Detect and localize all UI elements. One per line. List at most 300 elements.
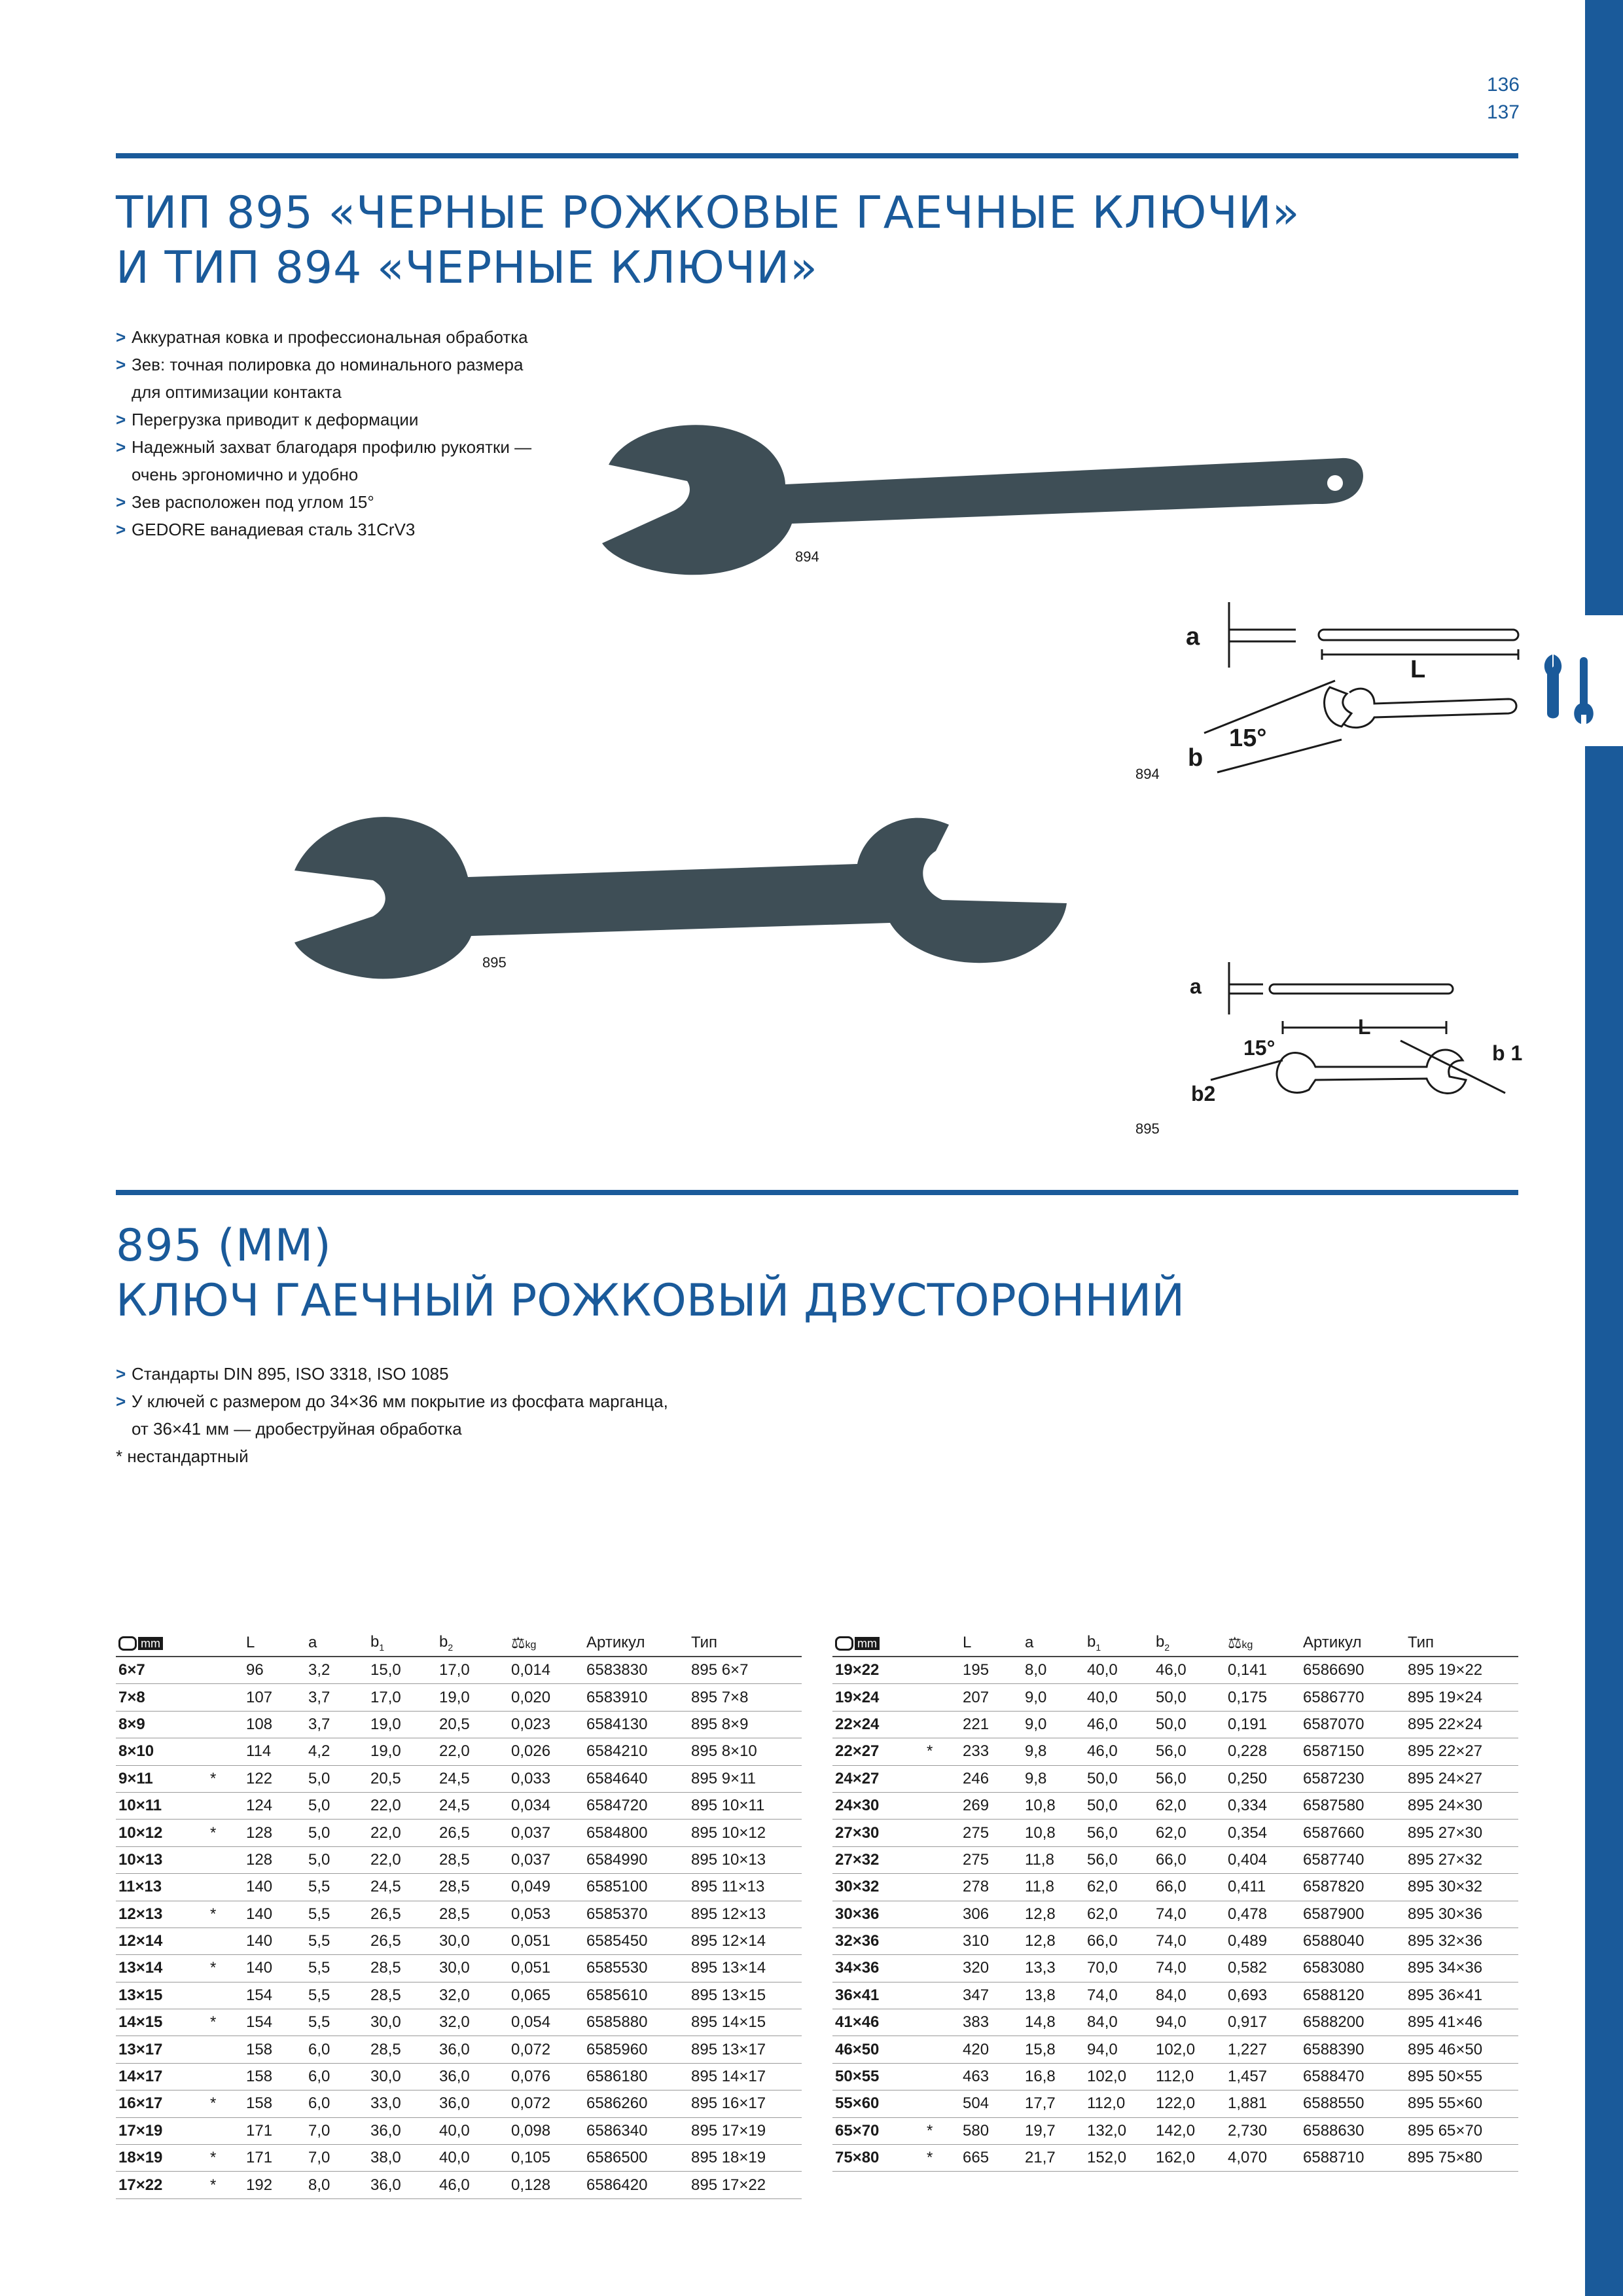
thickness-cell: 7,0 <box>306 2117 368 2144</box>
type-cell: 895 6×7 <box>688 1657 802 1684</box>
type-cell: 895 24×27 <box>1405 1765 1518 1792</box>
size-cell: 13×14 <box>116 1955 207 1982</box>
size-cell: 13×17 <box>116 2036 207 2063</box>
length-column-header: L <box>960 1630 1022 1657</box>
page-number-right: 137 <box>1486 101 1520 123</box>
table-row <box>832 1928 1518 1954</box>
article-cell: 6587070 <box>1300 1711 1405 1738</box>
length-cell: 221 <box>960 1711 1022 1738</box>
b1-cell: 112,0 <box>1084 2090 1153 2117</box>
marker-cell <box>207 1846 243 1873</box>
article-cell: 6587900 <box>1300 1901 1405 1928</box>
size-cell: 10×13 <box>116 1846 207 1873</box>
thickness-cell: 4,2 <box>306 1738 368 1765</box>
length-cell: 310 <box>960 1928 1022 1954</box>
thickness-cell: 5,0 <box>306 1846 368 1873</box>
b1-cell: 46,0 <box>1084 1711 1153 1738</box>
weight-cell: 4,070 <box>1225 2145 1300 2172</box>
length-cell: 463 <box>960 2063 1022 2090</box>
type-column-header: Тип <box>1405 1630 1518 1657</box>
drawing-895-label-b1: b 1 <box>1492 1041 1523 1065</box>
size-cell: 22×27 <box>832 1738 924 1765</box>
size-cell: 41×46 <box>832 2009 924 2036</box>
weight-cell: 0,228 <box>1225 1738 1300 1765</box>
b2-cell: 62,0 <box>1153 1792 1225 1819</box>
thickness-cell: 5,5 <box>306 1982 368 2009</box>
b2-cell: 32,0 <box>437 2009 508 2036</box>
b1-cell: 36,0 <box>368 2117 437 2144</box>
middle-rule <box>116 1190 1518 1195</box>
weight-cell: 0,917 <box>1225 2009 1300 2036</box>
drawing-895-angle: 15° <box>1243 1036 1275 1060</box>
section1-title-line1: ТИП 895 «ЧЕРНЫЕ РОЖКОВЫЕ ГАЕЧНЫЕ КЛЮЧИ» <box>116 187 1300 239</box>
thickness-cell: 9,0 <box>1022 1711 1084 1738</box>
b1-cell: 28,5 <box>368 1955 437 1982</box>
b2-cell: 46,0 <box>1153 1657 1225 1684</box>
marker-cell <box>924 2063 960 2090</box>
marker-cell <box>924 1982 960 2009</box>
b1-cell: 62,0 <box>1084 1901 1153 1928</box>
thickness-cell: 5,5 <box>306 1955 368 1982</box>
table-row <box>116 1765 802 1792</box>
wrench-icon <box>1539 641 1605 726</box>
length-cell: 504 <box>960 2090 1022 2117</box>
size-cell: 7×8 <box>116 1684 207 1711</box>
table-row <box>832 1738 1518 1765</box>
b2-cell: 74,0 <box>1153 1901 1225 1928</box>
marker-column-header <box>924 1630 960 1657</box>
type-cell: 895 12×14 <box>688 1928 802 1954</box>
marker-cell <box>207 1657 243 1684</box>
b1-cell: 26,5 <box>368 1928 437 1954</box>
b2-cell: 36,0 <box>437 2063 508 2090</box>
weight-cell: 0,037 <box>508 1820 584 1846</box>
table-row <box>116 2036 802 2063</box>
size-cell: 24×27 <box>832 1765 924 1792</box>
weight-cell: 0,105 <box>508 2145 584 2172</box>
weight-cell: 0,175 <box>1225 1684 1300 1711</box>
article-cell: 6586340 <box>584 2117 688 2144</box>
weight-cell: 0,334 <box>1225 1792 1300 1819</box>
size-cell: 8×9 <box>116 1711 207 1738</box>
wrench-895-photo <box>281 805 1073 982</box>
type-column-header: Тип <box>688 1630 802 1657</box>
weight-cell: 1,227 <box>1225 2036 1300 2063</box>
type-cell: 895 13×14 <box>688 1955 802 1982</box>
b2-cell: 74,0 <box>1153 1928 1225 1954</box>
marker-cell <box>924 1901 960 1928</box>
weight-cell: 0,098 <box>508 2117 584 2144</box>
drawing-895-caption: 895 <box>1135 1121 1160 1137</box>
type-cell: 895 30×32 <box>1405 1874 1518 1901</box>
size-cell: 18×19 <box>116 2145 207 2172</box>
size-column-header: mm <box>832 1630 924 1657</box>
article-cell: 6588200 <box>1300 2009 1405 2036</box>
weight-cell: 0,072 <box>508 2090 584 2117</box>
weight-cell: 1,881 <box>1225 2090 1300 2117</box>
article-cell: 6585450 <box>584 1928 688 1954</box>
feature-item: > Перегрузка приводит к деформации <box>116 410 419 429</box>
table-row <box>116 1738 802 1765</box>
feature-item: > Зев расположен под углом 15° <box>116 492 374 512</box>
b2-cell: 26,5 <box>437 1820 508 1846</box>
b1-cell: 26,5 <box>368 1901 437 1928</box>
weight-cell: 0,051 <box>508 1955 584 1982</box>
marker-cell: * <box>207 1820 243 1846</box>
type-cell: 895 13×17 <box>688 2036 802 2063</box>
length-cell: 108 <box>243 1711 306 1738</box>
section1-feature-list <box>116 323 531 543</box>
drawing-894-label-a: a <box>1186 623 1200 651</box>
length-cell: 275 <box>960 1846 1022 1873</box>
thickness-cell: 5,0 <box>306 1765 368 1792</box>
size-cell: 34×36 <box>832 1955 924 1982</box>
table-row <box>116 2145 802 2172</box>
article-cell: 6587820 <box>1300 1874 1405 1901</box>
type-cell: 895 55×60 <box>1405 2090 1518 2117</box>
b1-cell: 20,5 <box>368 1765 437 1792</box>
thickness-cell: 16,8 <box>1022 2063 1084 2090</box>
thickness-cell: 11,8 <box>1022 1874 1084 1901</box>
scale-icon: ⚖ <box>1228 1634 1242 1652</box>
weight-cell: 0,191 <box>1225 1711 1300 1738</box>
section2-title-line2: КЛЮЧ ГАЕЧНЫЙ РОЖКОВЫЙ ДВУСТОРОННИЙ <box>116 1275 1185 1327</box>
length-cell: 665 <box>960 2145 1022 2172</box>
b2-cell: 24,5 <box>437 1792 508 1819</box>
length-cell: 140 <box>243 1874 306 1901</box>
length-cell: 114 <box>243 1738 306 1765</box>
weight-cell: 1,457 <box>1225 2063 1300 2090</box>
b2-cell: 66,0 <box>1153 1846 1225 1873</box>
length-cell: 246 <box>960 1765 1022 1792</box>
feature-item-continued: от 36×41 мм — дробеструйная обработка <box>132 1419 462 1439</box>
size-cell: 30×32 <box>832 1874 924 1901</box>
marker-cell <box>924 2090 960 2117</box>
marker-cell <box>924 1765 960 1792</box>
type-cell: 895 27×32 <box>1405 1846 1518 1873</box>
spec-table-left <box>116 1630 802 2199</box>
table-row <box>116 1657 802 1684</box>
weight-cell: 0,076 <box>508 2063 584 2090</box>
article-cell: 6587660 <box>1300 1820 1405 1846</box>
drawing-894-angle: 15° <box>1229 725 1267 752</box>
marker-cell <box>207 2036 243 2063</box>
b2-cell: 22,0 <box>437 1738 508 1765</box>
weight-cell: 0,354 <box>1225 1820 1300 1846</box>
length-cell: 420 <box>960 2036 1022 2063</box>
table-row <box>116 2117 802 2144</box>
b1-column-header: $b_1$ <box>1084 1630 1153 1657</box>
thickness-cell: 5,5 <box>306 1874 368 1901</box>
marker-cell <box>207 1792 243 1819</box>
thickness-cell: 7,0 <box>306 2145 368 2172</box>
table-row <box>832 2145 1518 2172</box>
marker-cell <box>207 1738 243 1765</box>
length-cell: 192 <box>243 2172 306 2198</box>
type-cell: 895 10×12 <box>688 1820 802 1846</box>
marker-cell: * <box>207 2145 243 2172</box>
b1-cell: 50,0 <box>1084 1792 1153 1819</box>
thickness-cell: 11,8 <box>1022 1846 1084 1873</box>
marker-cell <box>924 1684 960 1711</box>
marker-cell <box>207 2063 243 2090</box>
weight-cell: 0,051 <box>508 1928 584 1954</box>
scale-icon: ⚖ <box>511 1634 526 1652</box>
weight-cell: 0,489 <box>1225 1928 1300 1954</box>
article-cell: 6585960 <box>584 2036 688 2063</box>
weight-cell: 0,065 <box>508 1982 584 2009</box>
drawing-894-caption: 894 <box>1135 766 1160 782</box>
type-cell: 895 41×46 <box>1405 2009 1518 2036</box>
b1-cell: 22,0 <box>368 1792 437 1819</box>
thickness-cell: 9,8 <box>1022 1738 1084 1765</box>
size-cell: 9×11 <box>116 1765 207 1792</box>
weight-cell: 0,072 <box>508 2036 584 2063</box>
b1-column-header: $b_1$ <box>368 1630 437 1657</box>
type-cell: 895 10×13 <box>688 1846 802 1873</box>
size-cell: 24×30 <box>832 1792 924 1819</box>
table-row <box>116 1684 802 1711</box>
weight-cell: 0,141 <box>1225 1657 1300 1684</box>
feature-item: > Аккуратная ковка и профессиональная обработка <box>116 327 528 347</box>
table-row <box>832 1955 1518 1982</box>
type-cell: 895 14×15 <box>688 2009 802 2036</box>
length-cell: 580 <box>960 2117 1022 2144</box>
b2-cell: 17,0 <box>437 1657 508 1684</box>
length-cell: 154 <box>243 1982 306 2009</box>
table-row <box>832 1684 1518 1711</box>
b1-cell: 132,0 <box>1084 2117 1153 2144</box>
weight-cell: 0,026 <box>508 1738 584 1765</box>
type-cell: 895 27×30 <box>1405 1820 1518 1846</box>
weight-cell: 0,250 <box>1225 1765 1300 1792</box>
b2-cell: 36,0 <box>437 2090 508 2117</box>
b1-cell: 40,0 <box>1084 1657 1153 1684</box>
section2-title-line1: 895 (ММ) <box>116 1220 332 1272</box>
spec-table-right <box>832 1630 1518 2172</box>
marker-cell <box>207 1874 243 1901</box>
b2-column-header: $b_2$ <box>1153 1630 1225 1657</box>
type-cell: 895 46×50 <box>1405 2036 1518 2063</box>
b2-cell: 50,0 <box>1153 1684 1225 1711</box>
type-cell: 895 8×9 <box>688 1711 802 1738</box>
length-cell: 347 <box>960 1982 1022 2009</box>
article-cell: 6587580 <box>1300 1792 1405 1819</box>
table-row <box>116 1711 802 1738</box>
marker-cell <box>924 1955 960 1982</box>
article-cell: 6585530 <box>584 1955 688 1982</box>
weight-cell: 2,730 <box>1225 2117 1300 2144</box>
article-cell: 6588040 <box>1300 1928 1405 1954</box>
b1-cell: 66,0 <box>1084 1928 1153 1954</box>
side-bar-bottom <box>1585 746 1623 2296</box>
feature-item: > Надежный захват благодаря профилю рукоятки — <box>116 437 532 457</box>
article-cell: 6583080 <box>1300 1955 1405 1982</box>
b2-cell: 162,0 <box>1153 2145 1225 2172</box>
marker-cell <box>207 1711 243 1738</box>
marker-cell: * <box>207 1955 243 1982</box>
b2-cell: 40,0 <box>437 2145 508 2172</box>
marker-cell: * <box>924 2117 960 2144</box>
b2-cell: 94,0 <box>1153 2009 1225 2036</box>
b1-cell: 30,0 <box>368 2009 437 2036</box>
b2-cell: 20,5 <box>437 1711 508 1738</box>
table-row <box>832 1711 1518 1738</box>
length-cell: 124 <box>243 1792 306 1819</box>
type-cell: 895 10×11 <box>688 1792 802 1819</box>
length-cell: 128 <box>243 1820 306 1846</box>
marker-cell <box>924 1711 960 1738</box>
drawing-895-label-b2: b2 <box>1191 1082 1216 1105</box>
thickness-cell: 8,0 <box>306 2172 368 2198</box>
type-cell: 895 19×24 <box>1405 1684 1518 1711</box>
type-cell: 895 24×30 <box>1405 1792 1518 1819</box>
table-row <box>116 2172 802 2198</box>
table-row <box>832 2009 1518 2036</box>
marker-cell <box>207 1928 243 1954</box>
b2-cell: 56,0 <box>1153 1765 1225 1792</box>
table-row <box>832 1657 1518 1684</box>
thickness-cell: 10,8 <box>1022 1792 1084 1819</box>
top-rule <box>116 153 1518 158</box>
table-row <box>116 1846 802 1873</box>
type-cell: 895 22×27 <box>1405 1738 1518 1765</box>
article-column-header: Артикул <box>584 1630 688 1657</box>
article-cell: 6584990 <box>584 1846 688 1873</box>
article-cell: 6588120 <box>1300 1982 1405 2009</box>
b2-cell: 32,0 <box>437 1982 508 2009</box>
size-cell: 14×17 <box>116 2063 207 2090</box>
weight-cell: 0,582 <box>1225 1955 1300 1982</box>
article-cell: 6585370 <box>584 1901 688 1928</box>
type-cell: 895 32×36 <box>1405 1928 1518 1954</box>
size-cell: 75×80 <box>832 2145 924 2172</box>
b1-cell: 30,0 <box>368 2063 437 2090</box>
length-cell: 278 <box>960 1874 1022 1901</box>
marker-cell: * <box>207 1765 243 1792</box>
weight-column-header: ⚖kg <box>508 1630 584 1657</box>
marker-cell <box>924 1928 960 1954</box>
b1-cell: 22,0 <box>368 1820 437 1846</box>
article-cell: 6587150 <box>1300 1738 1405 1765</box>
b1-cell: 50,0 <box>1084 1765 1153 1792</box>
table-row <box>116 1820 802 1846</box>
size-cell: 6×7 <box>116 1657 207 1684</box>
type-cell: 895 30×36 <box>1405 1901 1518 1928</box>
thickness-cell: 14,8 <box>1022 2009 1084 2036</box>
table-row <box>832 2036 1518 2063</box>
b1-cell: 19,0 <box>368 1738 437 1765</box>
b2-cell: 66,0 <box>1153 1874 1225 1901</box>
size-cell: 17×19 <box>116 2117 207 2144</box>
thickness-cell: 6,0 <box>306 2063 368 2090</box>
article-cell: 6588550 <box>1300 2090 1405 2117</box>
weight-cell: 0,037 <box>508 1846 584 1873</box>
table-row <box>832 1982 1518 2009</box>
thickness-cell: 5,5 <box>306 1901 368 1928</box>
marker-cell: * <box>924 2145 960 2172</box>
table-row <box>832 1792 1518 1819</box>
footnote: * нестандартный <box>116 1446 249 1466</box>
size-cell: 27×32 <box>832 1846 924 1873</box>
type-cell: 895 13×15 <box>688 1982 802 2009</box>
size-cell: 27×30 <box>832 1820 924 1846</box>
article-cell: 6584640 <box>584 1765 688 1792</box>
b2-cell: 122,0 <box>1153 2090 1225 2117</box>
b2-cell: 102,0 <box>1153 2036 1225 2063</box>
size-cell: 65×70 <box>832 2117 924 2144</box>
marker-cell: * <box>207 2009 243 2036</box>
article-cell: 6587230 <box>1300 1765 1405 1792</box>
feature-item-continued: очень эргономично и удобно <box>132 465 359 484</box>
weight-column-header: ⚖kg <box>1225 1630 1300 1657</box>
marker-column-header <box>207 1630 243 1657</box>
type-cell: 895 14×17 <box>688 2063 802 2090</box>
thickness-cell: 5,0 <box>306 1820 368 1846</box>
type-cell: 895 34×36 <box>1405 1955 1518 1982</box>
article-column-header: Артикул <box>1300 1630 1405 1657</box>
marker-cell <box>924 1657 960 1684</box>
drawing-895-label-L: L <box>1358 1015 1371 1039</box>
b2-cell: 30,0 <box>437 1928 508 1954</box>
article-cell: 6583830 <box>584 1657 688 1684</box>
size-cell: 32×36 <box>832 1928 924 1954</box>
thickness-cell: 5,0 <box>306 1792 368 1819</box>
length-cell: 171 <box>243 2145 306 2172</box>
size-cell: 10×12 <box>116 1820 207 1846</box>
thickness-cell: 3,7 <box>306 1684 368 1711</box>
b2-cell: 40,0 <box>437 2117 508 2144</box>
weight-cell: 0,478 <box>1225 1901 1300 1928</box>
size-cell: 16×17 <box>116 2090 207 2117</box>
b1-cell: 38,0 <box>368 2145 437 2172</box>
thickness-cell: 3,7 <box>306 1711 368 1738</box>
feature-item: > У ключей с размером до 34×36 мм покрытие из фосфата марганца, <box>116 1391 668 1411</box>
weight-cell: 0,020 <box>508 1684 584 1711</box>
weight-cell: 0,053 <box>508 1901 584 1928</box>
size-cell: 14×15 <box>116 2009 207 2036</box>
article-cell: 6586260 <box>584 2090 688 2117</box>
size-cell: 19×24 <box>832 1684 924 1711</box>
type-cell: 895 65×70 <box>1405 2117 1518 2144</box>
type-cell: 895 22×24 <box>1405 1711 1518 1738</box>
weight-cell: 0,128 <box>508 2172 584 2198</box>
b1-cell: 84,0 <box>1084 2009 1153 2036</box>
drawing-895-label-a: a <box>1190 975 1202 998</box>
table-row <box>116 2009 802 2036</box>
size-cell: 36×41 <box>832 1982 924 2009</box>
thickness-cell: 3,2 <box>306 1657 368 1684</box>
thickness-cell: 9,8 <box>1022 1765 1084 1792</box>
b2-cell: 56,0 <box>1153 1738 1225 1765</box>
article-cell: 6588710 <box>1300 2145 1405 2172</box>
article-cell: 6583910 <box>584 1684 688 1711</box>
thickness-cell: 6,0 <box>306 2036 368 2063</box>
size-cell: 8×10 <box>116 1738 207 1765</box>
marker-cell <box>207 2117 243 2144</box>
type-cell: 895 17×22 <box>688 2172 802 2198</box>
article-cell: 6585880 <box>584 2009 688 2036</box>
size-cell: 22×24 <box>832 1711 924 1738</box>
size-cell: 12×14 <box>116 1928 207 1954</box>
thickness-cell: 21,7 <box>1022 2145 1084 2172</box>
weight-cell: 0,023 <box>508 1711 584 1738</box>
size-cell: 55×60 <box>832 2090 924 2117</box>
section2-feature-list <box>116 1360 668 1470</box>
drawing-894-label-L: L <box>1410 656 1426 683</box>
article-cell: 6586500 <box>584 2145 688 2172</box>
side-bar-top <box>1585 0 1623 615</box>
